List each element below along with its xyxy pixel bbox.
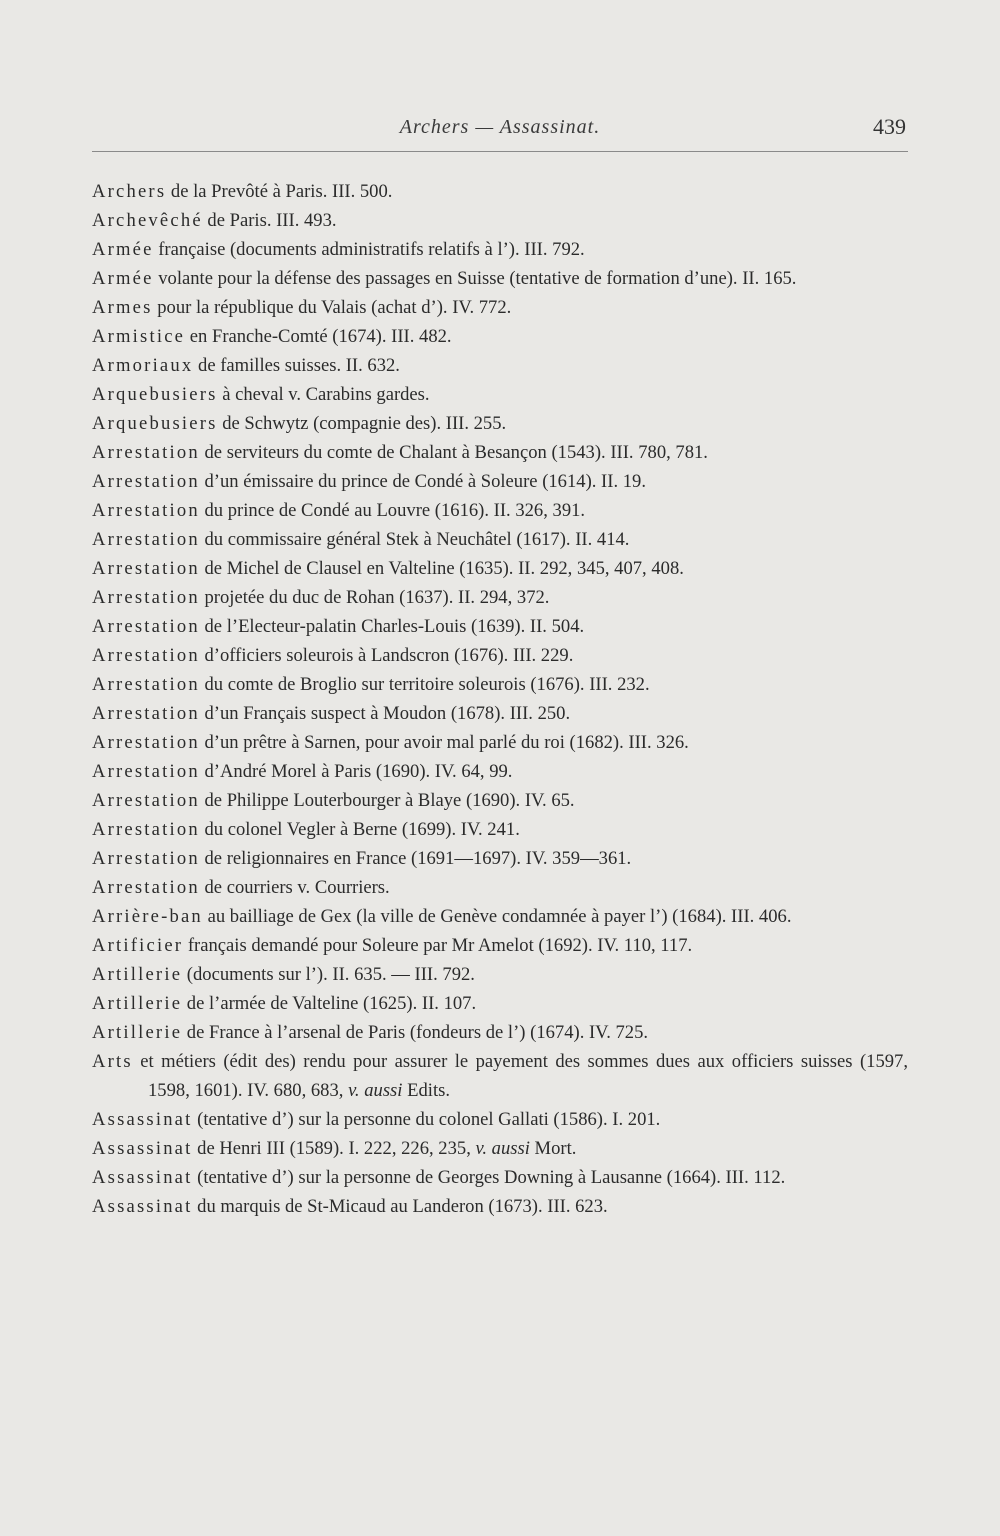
entry-text: d’un émissaire du prince de Condé à Soleure (1614). II. 19. — [199, 471, 646, 492]
entry-keyword: Armistice — [92, 326, 186, 347]
entry-text: de Paris. III. 493. — [202, 210, 337, 231]
entry-keyword: Assassinat — [92, 1167, 193, 1188]
entry-keyword: Artillerie — [92, 993, 183, 1014]
index-entries — [92, 177, 908, 1221]
entry-text: à cheval v. Carabins gardes. — [217, 384, 430, 405]
entry-keyword: Arquebusiers — [92, 384, 218, 405]
index-entry — [92, 235, 908, 264]
entry-keyword: Arts — [92, 1051, 133, 1072]
entry-keyword: Armoriaux — [92, 355, 194, 376]
index-entry — [92, 699, 908, 728]
entry-text: projetée du duc de Rohan (1637). II. 294, 372. — [199, 587, 550, 608]
entry-keyword: Assassinat — [92, 1196, 193, 1217]
index-entry — [92, 873, 908, 902]
index-entry — [92, 554, 908, 583]
entry-keyword: Arquebusiers — [92, 413, 218, 434]
entry-text: du comte de Broglio sur territoire soleurois (1676). III. 232. — [199, 674, 650, 695]
entry-text: volante pour la défense des passages en Suisse (tentative de formation d’une). II. 165. — [153, 268, 797, 289]
entry-keyword: Arrestation — [92, 558, 200, 579]
index-entry — [92, 612, 908, 641]
entry-text: de serviteurs du comte de Chalant à Besançon (1543). III. 780, 781. — [199, 442, 708, 463]
index-entry — [92, 757, 908, 786]
entry-text: de familles suisses. II. 632. — [193, 355, 400, 376]
index-entry — [92, 293, 908, 322]
entry-text: de France à l’arsenal de Paris (fondeurs de l’) (1674). IV. 725. — [182, 1022, 649, 1043]
index-entry — [92, 583, 908, 612]
entry-text: au bailliage de Gex (la ville de Genève condamnée à payer l’) (1684). III. 406. — [202, 906, 792, 927]
entry-text: du marquis de St-Micaud au Landeron (1673). III. 623. — [192, 1196, 608, 1217]
entry-text: de l’Electeur-palatin Charles-Louis (1639). II. 504. — [199, 616, 585, 637]
index-entry — [92, 409, 908, 438]
entry-reference: Edits. — [402, 1080, 450, 1101]
entry-see-also: v. aussi — [348, 1080, 403, 1101]
index-entry — [92, 931, 908, 960]
entry-text: d’André Morel à Paris (1690). IV. 64, 99. — [199, 761, 513, 782]
entry-keyword: Armes — [92, 297, 153, 318]
entry-text: (tentative d’) sur la personne de Georges Downing à Lausanne (1664). III. 112. — [192, 1167, 786, 1188]
entry-keyword: Armée — [92, 268, 154, 289]
entry-keyword: Archevêché — [92, 210, 203, 231]
entry-keyword: Artillerie — [92, 1022, 183, 1043]
entry-text: français demandé pour Soleure par Mr Amelot (1692). IV. 110, 117. — [183, 935, 693, 956]
entry-keyword: Artificier — [92, 935, 184, 956]
entry-text: du colonel Vegler à Berne (1699). IV. 241. — [199, 819, 520, 840]
entry-text: de Michel de Clausel en Valteline (1635). II. 292, 345, 407, 408. — [199, 558, 684, 579]
entry-keyword: Arrestation — [92, 848, 200, 869]
entry-see-also: v. aussi — [475, 1138, 530, 1159]
index-entry — [92, 438, 908, 467]
entry-text: (documents sur l’). II. 635. — III. 792. — [182, 964, 475, 985]
index-entry — [92, 1047, 908, 1105]
entry-text: de religionnaires en France (1691—1697). IV. 359—361. — [199, 848, 632, 869]
entry-keyword: Arrestation — [92, 500, 200, 521]
index-entry — [92, 1105, 908, 1134]
index-entry — [92, 641, 908, 670]
entry-keyword: Arrestation — [92, 674, 200, 695]
entry-text: du commissaire général Stek à Neuchâtel (1617). II. 414. — [199, 529, 630, 550]
entry-keyword: Arrestation — [92, 471, 200, 492]
index-entry — [92, 380, 908, 409]
index-entry — [92, 1163, 908, 1192]
index-entry — [92, 351, 908, 380]
page-title: Archers — Assassinat. — [399, 116, 601, 138]
index-entry — [92, 467, 908, 496]
entry-keyword: Arrière-ban — [92, 906, 203, 927]
index-entry — [92, 786, 908, 815]
entry-keyword: Arrestation — [92, 616, 200, 637]
entry-text: française (documents administratifs relatifs à l’). III. 792. — [153, 239, 585, 260]
entry-text: d’un prêtre à Sarnen, pour avoir mal parlé du roi (1682). III. 326. — [199, 732, 689, 753]
entry-keyword: Arrestation — [92, 761, 200, 782]
index-entry — [92, 1192, 908, 1221]
index-entry — [92, 177, 908, 206]
entry-keyword: Archers — [92, 181, 167, 202]
entry-keyword: Assassinat — [92, 1138, 193, 1159]
page-number: 439 — [873, 114, 906, 139]
entry-text: de la Prevôté à Paris. III. 500. — [166, 181, 393, 202]
entry-text: de Henri III (1589). I. 222, 226, 235, — [192, 1138, 476, 1159]
index-entry — [92, 815, 908, 844]
index-entry — [92, 1018, 908, 1047]
index-entry — [92, 728, 908, 757]
entry-keyword: Artillerie — [92, 964, 183, 985]
entry-text: en Franche-Comté (1674). III. 482. — [185, 326, 452, 347]
entry-text: de courriers v. Courriers. — [199, 877, 390, 898]
entry-text: de Philippe Louterbourger à Blaye (1690). IV. 65. — [199, 790, 575, 811]
entry-keyword: Arrestation — [92, 529, 200, 550]
index-entry — [92, 989, 908, 1018]
entry-keyword: Arrestation — [92, 877, 200, 898]
index-entry — [92, 206, 908, 235]
entry-text: de l’armée de Valteline (1625). II. 107. — [182, 993, 477, 1014]
index-entry — [92, 670, 908, 699]
entry-text: pour la république du Valais (achat d’). IV. 772. — [152, 297, 512, 318]
entry-keyword: Assassinat — [92, 1109, 193, 1130]
entry-keyword: Arrestation — [92, 645, 200, 666]
entry-text: d’officiers soleurois à Landscron (1676). III. 229. — [199, 645, 574, 666]
entry-keyword: Arrestation — [92, 819, 200, 840]
index-entry — [92, 496, 908, 525]
entry-keyword: Arrestation — [92, 732, 200, 753]
entry-keyword: Armée — [92, 239, 154, 260]
entry-keyword: Arrestation — [92, 703, 200, 724]
header-rule — [92, 151, 908, 152]
entry-reference: Mort. — [529, 1138, 577, 1159]
index-entry — [92, 902, 908, 931]
entry-text: et métiers (édit des) rendu pour assurer le payement des sommes dues aux officiers suisses (1597, 1598, 1601). IV. 680, 683, — [132, 1051, 908, 1101]
index-entry — [92, 1134, 908, 1163]
entry-text: de Schwytz (compagnie des). III. 255. — [217, 413, 507, 434]
index-entry — [92, 844, 908, 873]
index-entry — [92, 960, 908, 989]
entry-keyword: Arrestation — [92, 442, 200, 463]
index-entry — [92, 525, 908, 554]
entry-text: d’un Français suspect à Moudon (1678). III. 250. — [199, 703, 571, 724]
entry-text: (tentative d’) sur la personne du colonel Gallati (1586). I. 201. — [192, 1109, 661, 1130]
entry-text: du prince de Condé au Louvre (1616). II. 326, 391. — [199, 500, 586, 521]
entry-keyword: Arrestation — [92, 587, 200, 608]
running-header — [92, 116, 908, 146]
entry-keyword: Arrestation — [92, 790, 200, 811]
index-entry — [92, 322, 908, 351]
index-entry — [92, 264, 908, 293]
